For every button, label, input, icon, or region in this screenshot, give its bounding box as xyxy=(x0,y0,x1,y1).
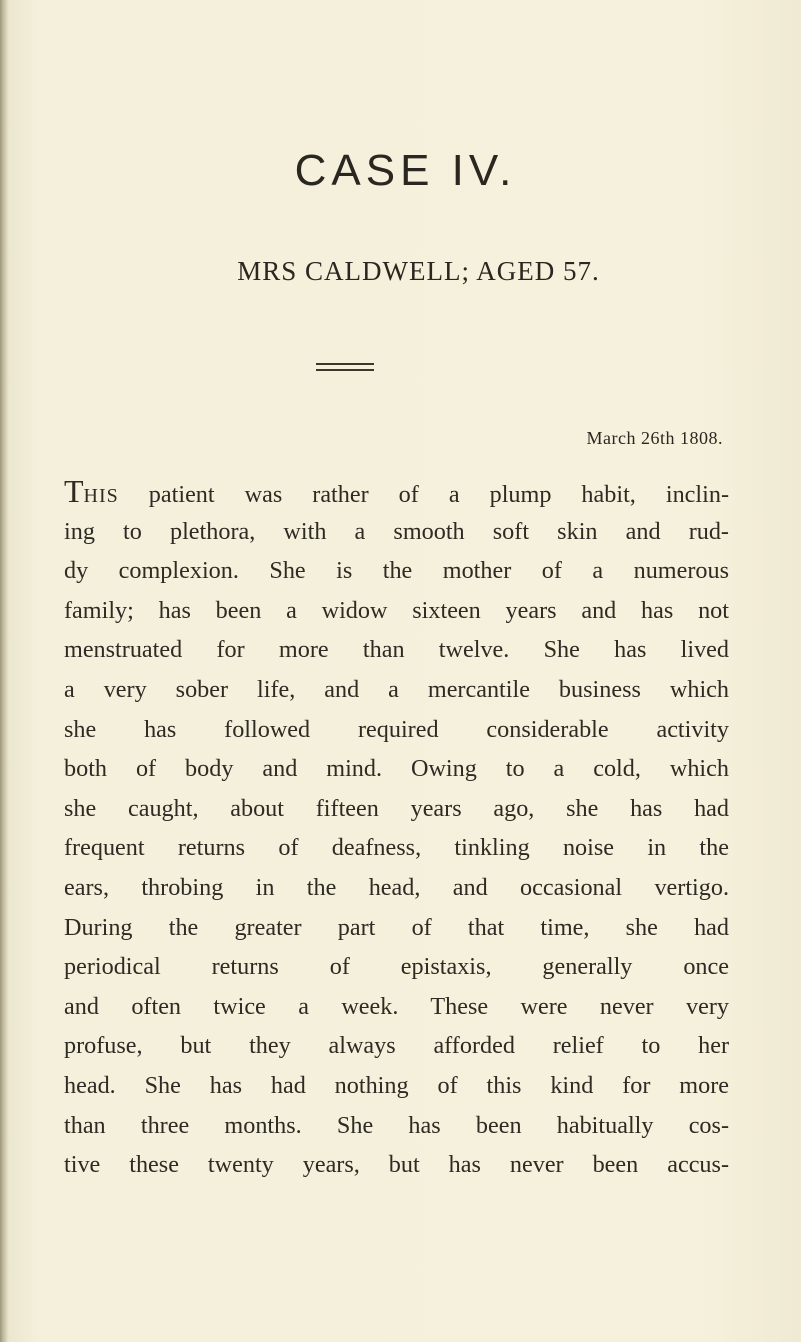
narrative-line: periodical returns of epistaxis, generally once xyxy=(64,953,729,981)
patient-name-age: MRS CALDWELL; AGED 57. xyxy=(237,256,600,286)
narrative-line: head. She has had nothing of this kind for more xyxy=(64,1071,729,1099)
narrative-line: a very sober life, and a mercantile business which xyxy=(64,675,729,703)
narrative-line: frequent returns of deafness, tinkling noise in the xyxy=(64,834,729,862)
narrative-line: tive these twenty years, but has never been accus- xyxy=(64,1151,729,1179)
narrative-line: both of body and mind. Owing to a cold, which xyxy=(64,755,729,783)
case-narrative xyxy=(64,472,729,1185)
narrative-line-1 xyxy=(64,472,729,512)
narrative-line: family; has been a widow sixteen years and has not xyxy=(64,596,729,624)
narrative-line: and often twice a week. These were never very xyxy=(64,992,729,1020)
double-rule-divider xyxy=(316,363,374,371)
narrative-line: menstruated for more than twelve. She has lived xyxy=(64,636,729,664)
case-title: CASE IV. xyxy=(294,146,517,195)
narrative-line: ing to plethora, with a smooth soft skin and rud- xyxy=(64,517,729,545)
narrative-line: dy complexion. She is the mother of a numerous xyxy=(64,557,729,585)
page-binding-edge xyxy=(0,0,8,1342)
narrative-line: she caught, about fifteen years ago, she has had xyxy=(64,794,729,822)
narrative-line: she has followed required considerable activity xyxy=(64,715,729,743)
first-word-smallcaps: HIS xyxy=(83,485,119,507)
initial-capital: T xyxy=(64,473,84,509)
narrative-line: ears, throbing in the head, and occasional vertigo. xyxy=(64,873,729,901)
narrative-line: profuse, but they always afforded relief to her xyxy=(64,1032,729,1060)
entry-date: March 26th 1808. xyxy=(586,428,723,448)
narrative-line: During the greater part of that time, she had xyxy=(64,913,729,941)
first-line-rest: patient was rather of a plump habit, inclin- xyxy=(118,481,729,508)
narrative-line: than three months. She has been habitually cos- xyxy=(64,1111,729,1139)
